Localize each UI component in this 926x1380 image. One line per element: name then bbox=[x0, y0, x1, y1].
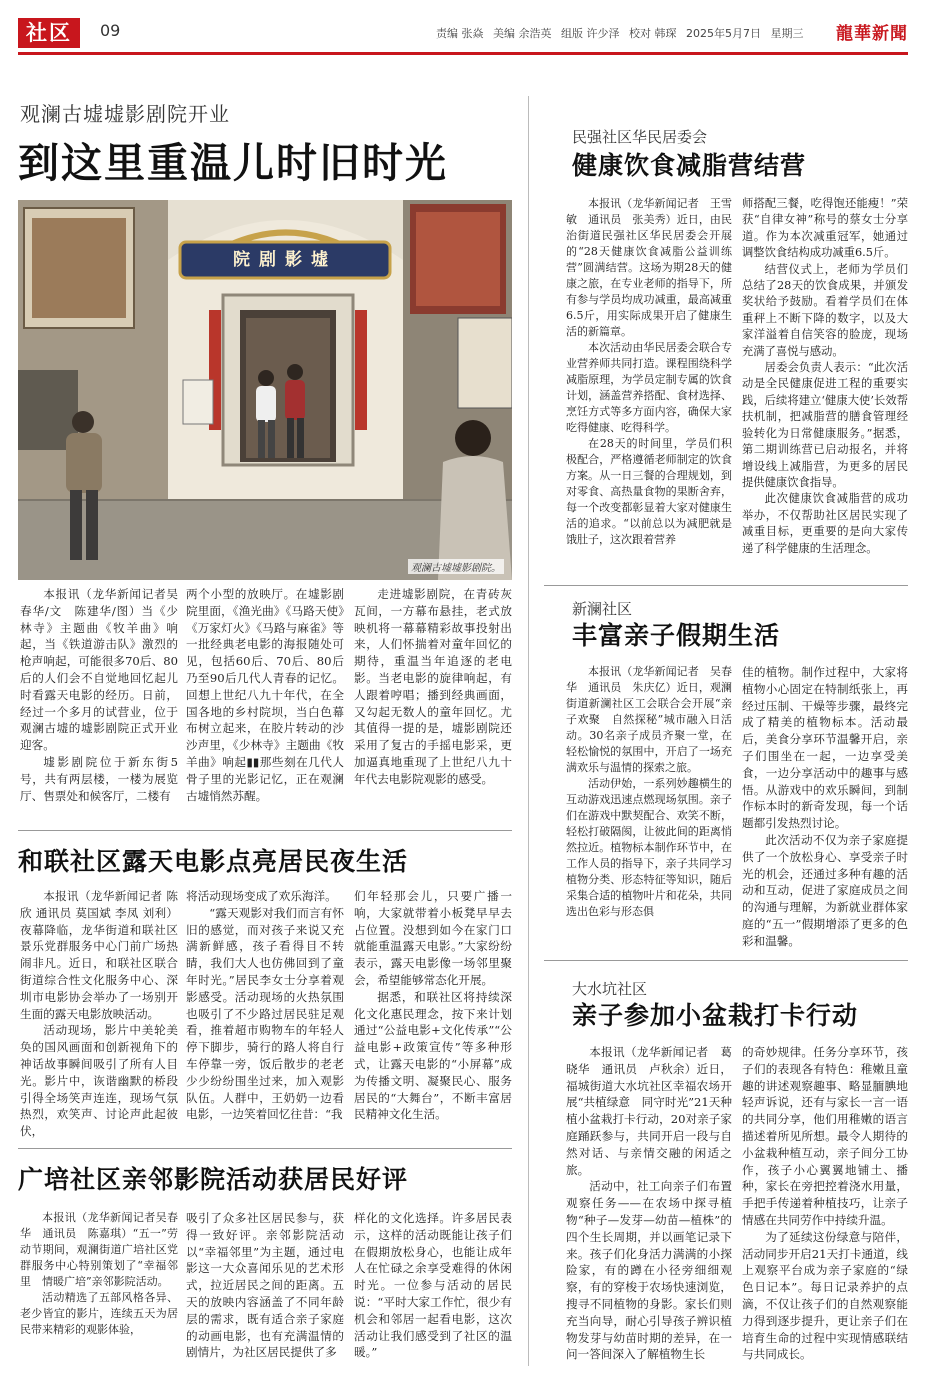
right3-column-2 bbox=[742, 1044, 908, 1363]
lead-column-1 bbox=[20, 586, 178, 804]
paragraph: 活动伊始，一系列妙趣横生的互动游戏迅速点燃现场氛围。亲子们在游戏中默契配合、欢笑不断，轻松打破隔阂，让彼此间的距离悄然拉近。植物标本制作环节中，在工作人员的指导下，亲子共同学习植物分类、形态特征等知识，随后采集合适的植物叶片和花朵，共同选出色彩与形态俱 bbox=[566, 777, 732, 918]
right1-column-2 bbox=[742, 196, 908, 557]
story2-column-1 bbox=[20, 888, 178, 1140]
paragraph: “露天观影对我们而言有怀旧的感觉，而对孩子来说又充满新鲜感，孩子看得目不转睛，我们大人也仿佛回到了童年时光。”居民李女士分享着观影感受。活动现场的火热氛围也吸引了不少路过居民驻足观看，推着超市购物车的年轻人停下脚步，骑行的路人将自行车停靠一旁，饭后散步的老老少少纷纷围坐过来，加入观影队伍。人群中，王奶奶一边看电影，一边笑着回忆往昔：“我 bbox=[186, 905, 344, 1122]
paragraph: 本次活动由华民居委会联合专业营养师共同打造。课程围绕科学减脂原理，为学员定制专属的饮食计划，涵盖营养搭配、食材选择、烹饪方式等多方面内容，确保大家吃得健康、吃得科学。 bbox=[566, 341, 732, 434]
paragraph: 在28天的时间里，学员们积极配合，严格遵循老师制定的饮食方案。从一日三餐的合理规划，到对零食、高热量食物的果断舍弃，每一个改变都彰显着大家对健康生活的追求。“以前总以为减肥就是饿肚子，这次跟着营养 bbox=[566, 437, 732, 546]
section-divider bbox=[18, 1148, 512, 1149]
editor-credit: 责编 张焱 bbox=[436, 27, 484, 40]
story3-column-2 bbox=[186, 1210, 344, 1361]
page-number: 09 bbox=[100, 21, 121, 40]
paragraph: 本报讯（龙华新闻记者吴春华/文 陈建华/图）当《少林寺》主题曲《牧羊曲》响起，当《铁道游击队》激烈的枪声响起，可能很多70后、80后的人们会不自觉地回忆起儿时看露天电影的经历。日前，经过一个多月的试营业，位于观澜古墟的墟影剧院正式开业迎客。 bbox=[20, 587, 178, 753]
right2-column-1 bbox=[566, 664, 732, 920]
lead-column-3 bbox=[354, 586, 512, 788]
column-separator bbox=[528, 96, 529, 1366]
right3-headline: 亲子参加小盆栽打卡行动 bbox=[572, 1001, 859, 1030]
lead-kicker: 观澜古墟墟影剧院开业 bbox=[20, 102, 230, 126]
story3-headline: 广培社区亲邻影院活动获居民好评 bbox=[18, 1165, 409, 1194]
paragraph: 吸引了众多社区居民参与，获得一致好评。亲邻影院活动以“幸福邻里”为主题，通过电影这一大众喜闻乐见的艺术形式，拉近居民之间的距离。五天的放映内容涵盖了不同年龄层的需求，既有适合亲子家庭的动画电影，也有充满温情的剧情片，为社区居民提供了多 bbox=[186, 1211, 344, 1360]
story2-column-2 bbox=[186, 888, 344, 1123]
section-divider bbox=[18, 830, 512, 831]
paragraph: 活动精选了五部风格各异、老少皆宜的影片，连续五天为居民带来精彩的观影体验， bbox=[20, 1291, 178, 1336]
paragraph: 墟影剧院位于新东街5号，共有两层楼，一楼为展览厅、售票处和候客厅，二楼有 bbox=[20, 754, 178, 803]
paragraph: 佳的植物。制作过程中，大家将植物小心固定在特制纸张上，再经过压制、干燥等步骤，最终完成了精美的植物标本。活动最后，美食分享环节温馨开启，亲子们围坐在一起，一边享受美食，一边分享活动中的趣事与感悟。从游戏中的欢乐瞬间，到制作标本时的新奇发现，每一个话题都引发热烈讨论。 bbox=[742, 665, 908, 831]
section-divider bbox=[544, 585, 908, 586]
masthead bbox=[18, 18, 908, 52]
right1-column-1 bbox=[566, 196, 732, 548]
right2-headline: 丰富亲子假期生活 bbox=[572, 621, 781, 650]
lead-headline: 到这里重温儿时旧时光 bbox=[18, 139, 448, 187]
editor-credit: 美编 余浩英 bbox=[493, 27, 552, 40]
editor-credit: 校对 韩琛 bbox=[629, 27, 677, 40]
paragraph: 活动现场，影片中美轮美奂的国风画面和创新视角下的神话故事瞬间吸引了所有人目光。影片中，诙谐幽默的桥段引得全场笑声连连，现场气氛热烈，欢笑声、讨论声此起彼伏， bbox=[20, 1023, 178, 1139]
paragraph: 活动中，社工向亲子们布置观察任务——在农场中探寻植物“种子—发芽—幼苗—植株”的四个生长周期，并以画笔记录下来。孩子们化身活力满满的小探险家，有的蹲在小径旁细细观察，有的穿梭于农场快速浏览，搜寻不同植物的身影。家长们则充当向导，耐心引导孩子辨识植物发芽与幼苗时期的差异，在一问一答间深入了解植物生长 bbox=[566, 1179, 732, 1362]
cinema-sign: 院剧影墟 bbox=[233, 250, 337, 270]
paragraph: 们年轻那会儿，只要广播一响，大家就带着小板凳早早去占位置。没想到如今在家门口就能重温露天电影。”大家纷纷表示，露天电影像一场邻里聚会，希望能够常态化开展。 bbox=[354, 889, 512, 987]
paragraph: 的奇妙规律。任务分享环节，孩子们的表现各有特色：稚嫩且童趣的讲述观察趣事、略显腼腆地轻声诉说，还有与家长一言一语的共同分享，他们用稚嫩的语言描述着所见所想。最令人期待的小盆栽种植互动，亲子间分工协作，孩子小心翼翼地铺土、播种，家长在旁把控着浇水用量，手把手传递着种植技巧，让亲子情感在共同劳作中持续升温。 bbox=[742, 1045, 908, 1227]
paragraph: 将活动现场变成了欢乐海洋。 bbox=[186, 889, 337, 903]
story2-headline: 和联社区露天电影点亮居民夜生活 bbox=[18, 847, 409, 876]
paragraph: 样化的文化选择。许多居民表示，这样的活动既能让孩子们在假期放松身心，也能让成年人在忙碌之余享受难得的休闲时光。一位参与活动的居民说：“平时大家工作忙，很少有机会和邻居一起看电影，这次活动让我们感受到了社区的温暖。” bbox=[354, 1211, 512, 1360]
right1-headline: 健康饮食减脂营结营 bbox=[572, 151, 807, 180]
right1-kicker: 民强社区华民居委会 bbox=[572, 128, 708, 146]
paper-name: 龍華新聞 bbox=[836, 24, 908, 44]
story2-column-3 bbox=[354, 888, 512, 1123]
paragraph: 据悉，和联社区将持续深化文化惠民理念，按下来计划通过“公益电影+文化传承”“公益电影+政策宣传”等多种形式，让露天电影的“小屏幕”成为传播文明、凝聚民心、服务居民的“大舞台”，不断丰富居民精神文化生活。 bbox=[354, 989, 512, 1122]
right3-column-1 bbox=[566, 1044, 732, 1363]
paragraph: 此次活动不仅为亲子家庭提供了一个放松身心、享受亲子时光的机会，还通过多种有趣的活动和互动，促进了家庭成员之间的沟通与理解，为新就业群体家庭的“五一”假期增添了更多的色彩和温馨。 bbox=[742, 832, 908, 948]
paragraph: 走进墟影剧院，在青砖灰瓦间，一方幕布悬挂，老式放映机将一幕幕精彩故事投射出来，人们怀揣着对童年回忆的期待，重温当年追逐的老电影。当老电影的旋律响起，有人跟着哼唱；播到经典画面，又勾起无数人的童年回忆。尤其值得一提的是，墟影剧院还采用了复古的手摇电影采，更加逼真地重现了上世纪八九十年代去电影院观影的感受。 bbox=[354, 587, 512, 786]
lead-column-2 bbox=[186, 586, 344, 804]
paragraph: 两个小型的放映厅。在墟影剧院里面，《渔光曲》《马路天使》《万家灯火》《马路与麻雀》等一批经典老电影的海报随处可见，包括60后、70后、80后乃至90后几代人青春的记忆。回想上世纪八九十年代，在全国各地的乡村院坝，当白色幕布树立起来，在胶片转动的沙沙声里，《少林寺》主题曲《牧羊曲》响起▮▮那些刻在几代人骨子里的光影记忆，正在观澜古墟悄然苏醒。 bbox=[186, 587, 344, 803]
story3-column-1 bbox=[20, 1210, 178, 1338]
issue-weekday: 星期三 bbox=[770, 27, 804, 40]
paragraph: 为了延续这份绿意与陪伴，活动同步开启21天打卡通道，线上观察平台成为亲子家庭的“绿色日记本”。每日记录养护的点滴，不仅让孩子们的自然观察能力得到逐步提升，更让亲子们在培育生命的过程中实现情感联结与共同成长。 bbox=[742, 1229, 908, 1362]
paragraph: 本报讯（龙华新闻记者 葛晓华 通讯员 卢秋余）近日，福城街道大水坑社区幸福农场开展“共植绿意 同守时光”21天种植小盆栽打卡行动，20对亲子家庭踊跃参与，共同开启一段与自然对话、与亲情交融的闲适之旅。 bbox=[566, 1045, 732, 1177]
story3-column-3 bbox=[354, 1210, 512, 1361]
paragraph: 居委会负责人表示：“此次活动是全民健康促进工程的重要实践，后续将建立‘健康大使’长效帮扶机制，把减脂营的膳食管理经验转化为日常健康服务。”据悉，第二期训练营已启动报名，并将增设线上减脂营，为更多的居民提供健康饮食指导。 bbox=[742, 361, 908, 489]
paragraph: 师搭配三餐，吃得饱还能瘦！”荣获“自律女神”称号的蔡女士分享道。作为本次减重冠军，她通过调整饮食结构成功减重6.5斤。 bbox=[742, 197, 908, 260]
paragraph: 此次健康饮食减脂营的成功举办，不仅帮助社区居民实现了减重目标，更重要的是向大家传递了科学健康的生活理念。 bbox=[742, 492, 908, 555]
right2-column-2 bbox=[742, 664, 908, 950]
photo-caption: 观澜古墟墟影剧院。 bbox=[408, 559, 504, 574]
paragraph: 本报讯（龙华新闻记者 王雪敏 通讯员 张美秀）近日，由民治街道民强社区华民居委会开展的“28天健康饮食减脂公益训练营”圆满结营。这场为期28天的健康之旅，在专业老师的指导下，所有参与学员均成功减重，最高减重6.5斤，用实际成果开启了健康生活的新篇章。 bbox=[566, 197, 732, 338]
section-badge: 社区 bbox=[18, 18, 80, 48]
paragraph: 本报讯（龙华新闻记者 吴春华 通讯员 朱庆亿）近日，观澜街道新澜社区工会联合会开展“亲子欢聚 自然探秘”城市融入日活动。30名亲子成员齐聚一堂，在轻松愉悦的氛围中，开启了一场充满欢乐与温情的探索之旅。 bbox=[566, 665, 732, 774]
lead-photo bbox=[18, 200, 512, 580]
issue-date: 2025年5月7日 bbox=[686, 27, 761, 40]
right2-kicker: 新澜社区 bbox=[572, 600, 633, 618]
right3-kicker: 大水坑社区 bbox=[572, 980, 648, 998]
editor-credit: 组版 许少泽 bbox=[561, 27, 620, 40]
paragraph: 结营仪式上，老师为学员们总结了28天的饮食成果，并颁发奖状给予鼓励。看着学员们在体重秤上不断下降的数字，以及大家洋溢着自信笑容的脸庞，现场充满了喜悦与感动。 bbox=[742, 262, 908, 358]
section-divider bbox=[544, 960, 908, 961]
masthead-rule bbox=[18, 52, 908, 55]
paragraph: 本报讯（龙华新闻记者 陈欣 通讯员 莫国斌 李凤 刘利）夜幕降临，龙华街道和联社区景乐党群服务中心门前广场热闹非凡。近日，和联社区联合街道综合性文化服务中心、深圳市电影协会举办了一场别开生面的露天电影放映活动。 bbox=[20, 889, 178, 1021]
paragraph: 本报讯（龙华新闻记者吴春华 通讯员 陈嘉琪）“五一”劳动节期间，观澜街道广培社区党群服务中心特别策划了“幸福邻里 情暖广培”亲邻影院活动。 bbox=[20, 1211, 178, 1288]
editor-credits bbox=[436, 25, 810, 41]
